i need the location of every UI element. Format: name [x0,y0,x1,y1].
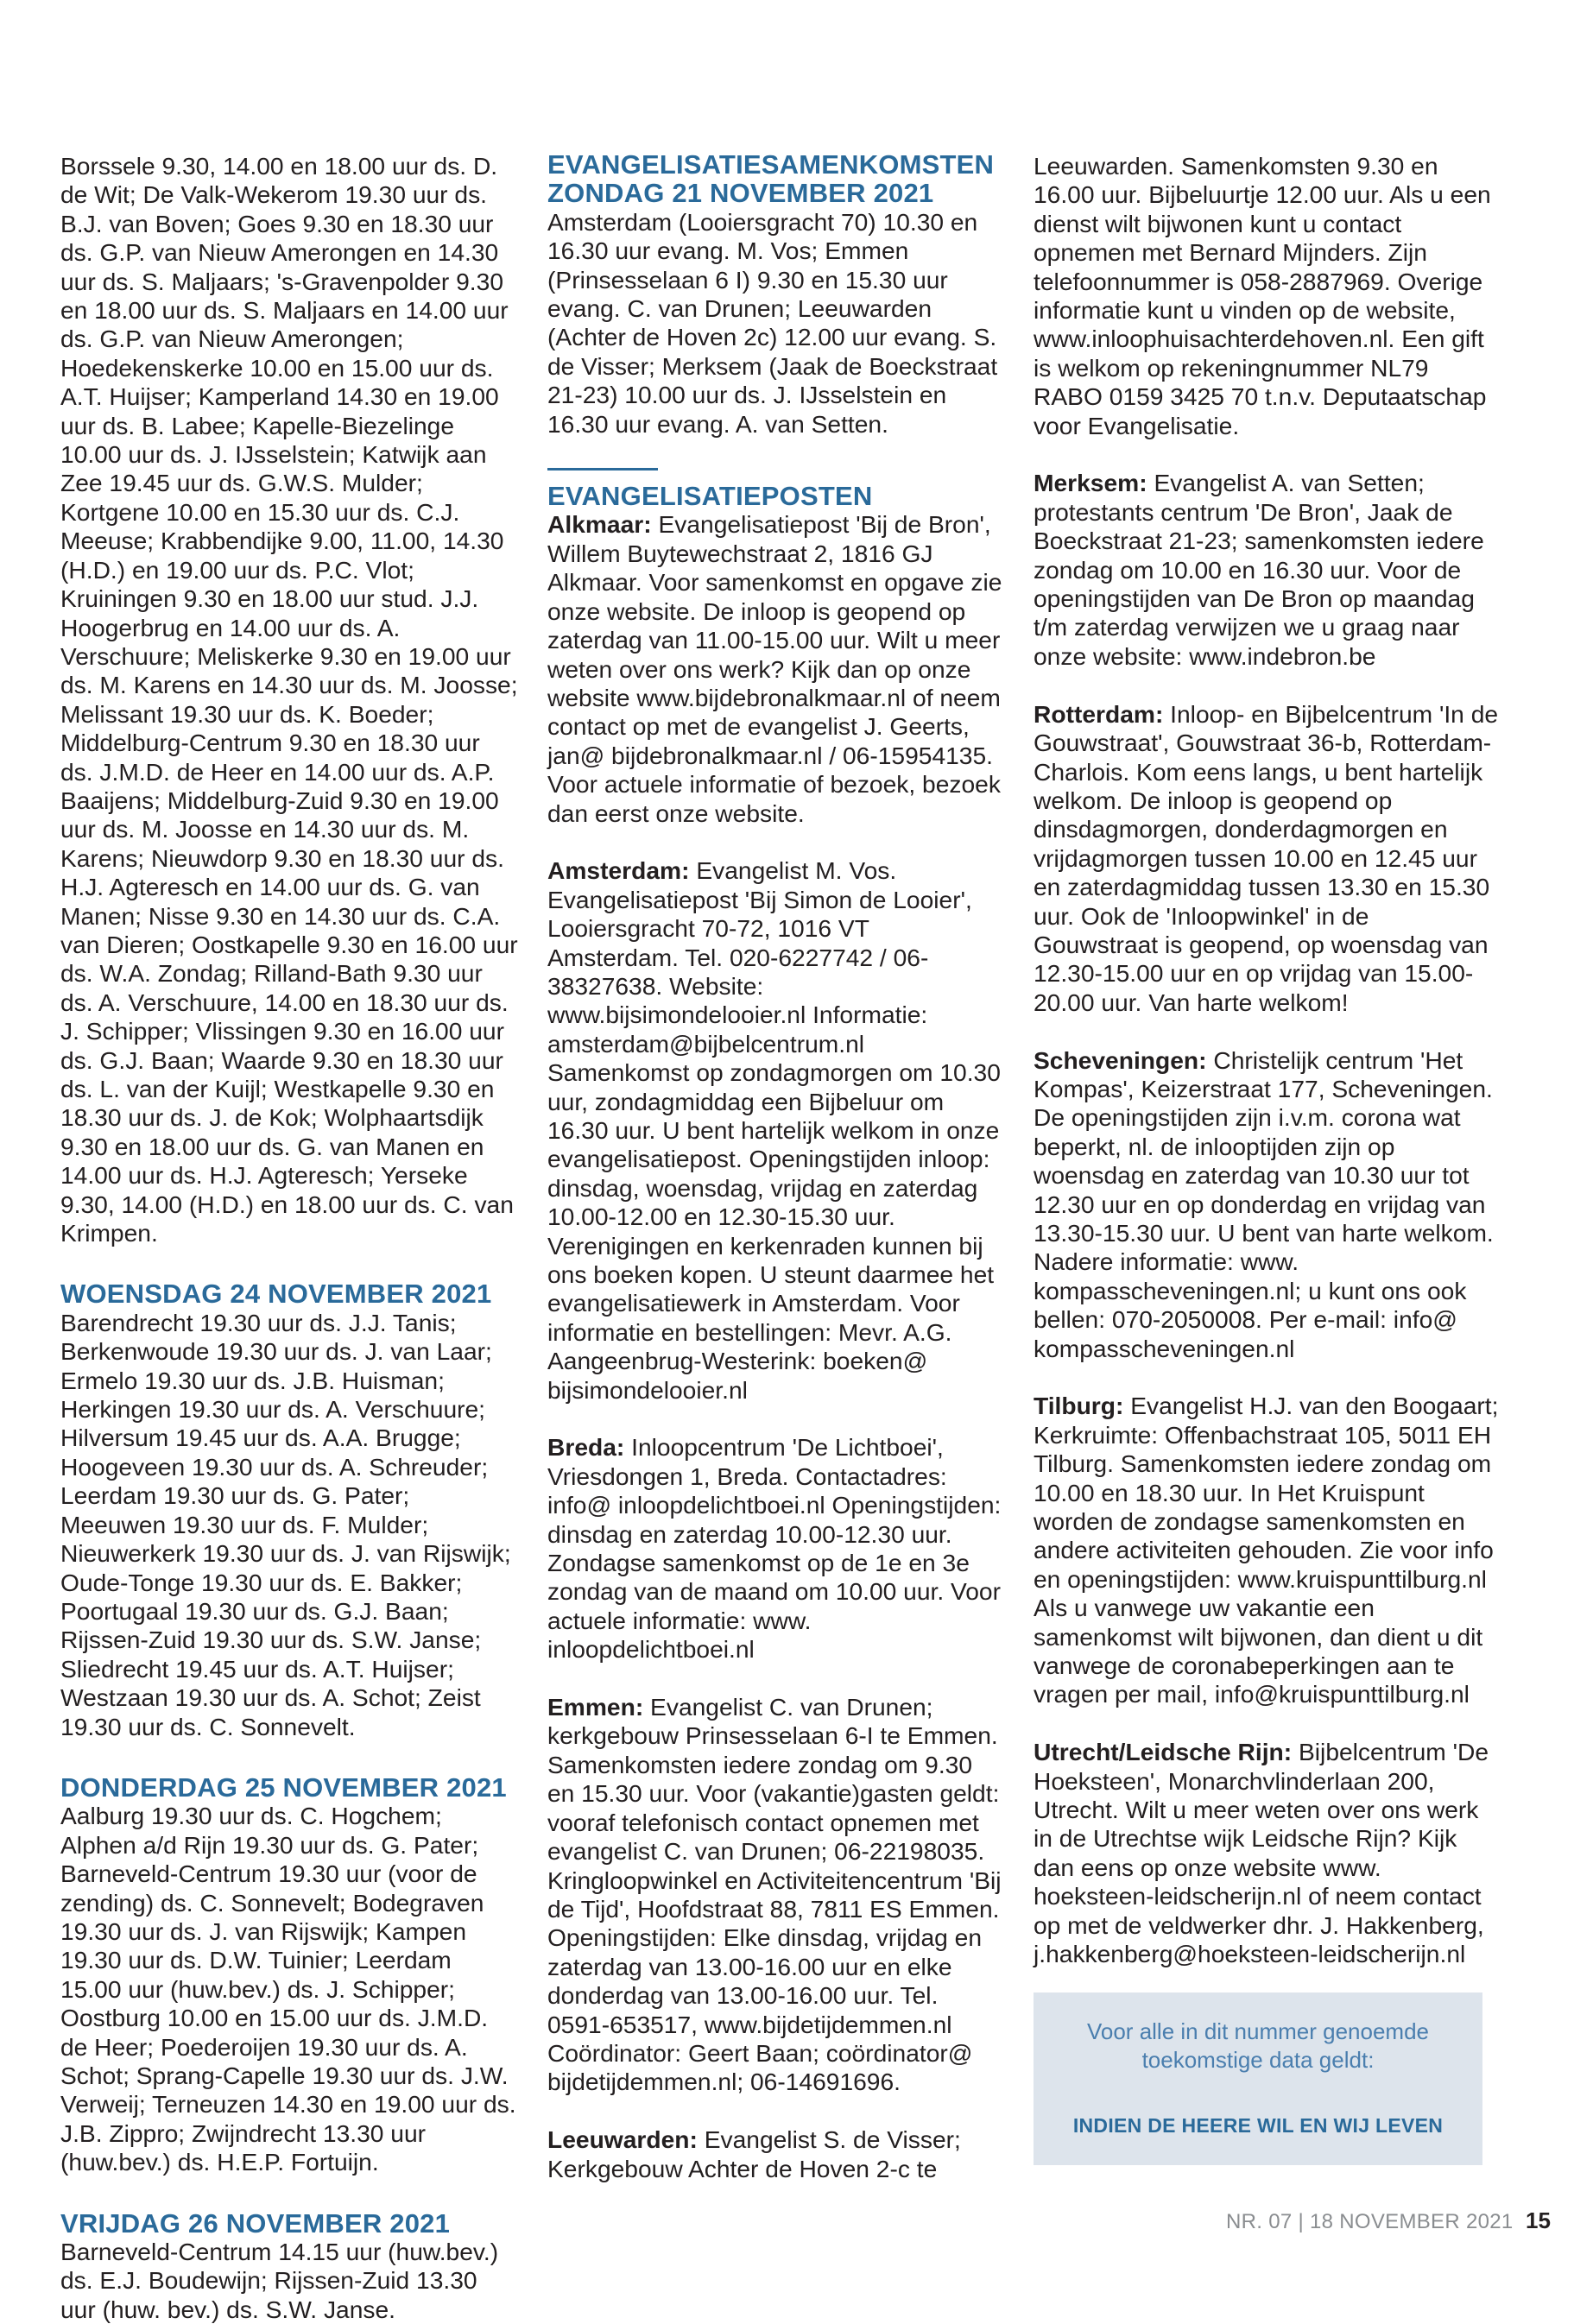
post-text: Christelijk centrum 'Het Kompas', Keizerstraat 177, Scheveningen. De openingstijden zijn i.v.m. corona wat beperkt, nl. de inlooptijden zijn op woensdag en zaterdag van 10.30 uur tot 12.30 uur en op donderdag en vrijdag van 13.30-15.30 uur. U bent van harte welkom. Nadere informatie: www. kompasscheveningen.nl; u kunt ons ook bellen: 070-2050008. Per e-mail: info@ kompasscheveningen.nl [1034,1045,1494,1362]
heading-evangelisation-posts: EVANGELISATIEPOSTEN [547,481,873,512]
column-3 [1034,152,1500,1998]
post-text: Evangelist S. de Visser; Kerkgebouw Achter de Hoven 2-c te [547,2125,961,2182]
post-place: Breda: [547,1433,625,1462]
post-utrecht [1034,1738,1500,1968]
heading-evangelisation-meetings: EVANGELISATIESAMENKOMSTEN ZONDAG 21 NOVEMBER 2021 [547,149,995,209]
issue-footer: NR. 07 | 18 NOVEMBER 2021 [1226,2210,1514,2233]
evangelisation-meetings-text: Amsterdam (Looiersgracht 70) 10.30 en 16.30 uur evang. M. Vos; Emmen (Prinsesselaan 6 I) 9.30 en 15.30 uur evang. C. van Drunen; Leeuwarden (Achter de Hoven 2c) 12.00 uur evang. S. de Visser; Merksem (Jaak de Boeckstraat 21-23) 10.00 uur ds. J. IJsselstein en 16.30 uur evang. A. van Setten. [547,207,998,438]
post-text: Evangelist C. van Drunen; kerkgebouw Prinsesselaan 6-I te Emmen. Samenkomsten iedere zondag om 9.30 en 15.30 uur. Voor (vakantie)gasten geldt: vooraf telefonisch contact opnemen met evangelist C. van Drunen; 06-22198035. Kringloopwinkel en Activiteitencentrum 'Bij de Tijd', Hoofdstraat 88, 7811 ES Emmen. Openingstijden: Elke dinsdag, vrijdag en zaterdag van 13.00-16.00 uur en elke donderdag van 13.00-16.00 uur. Tel. 0591-653517, www.bijdetijdemmen.nl Coördinator: Geert Baan; coördinator@ bijdetijdemmen.nl; 06-14691696. [547,1693,1002,2096]
page-number: 15 [1526,2207,1551,2233]
post-breda [547,1433,1005,1664]
post-text: Evangelist M. Vos. Evangelisatiepost 'Bij Simon de Looier', Looiersgracht 70-72, 1016 VT Amsterdam. Tel. 020-6227742 / 06-38327638. Website: www.bijsimondelooier.nl Informatie: amsterdam@bijbelcentrum.nl Samenkomst op zondagmorgen om 10.30 uur, zondagmiddag een Bijbeluur om 16.30 uur. U bent hartelijk welkom in onze evangelisatiepost. Openingstijden inloop: dinsdag, woensdag, vrijdag en zaterdag 10.00-12.00 en 12.30-15.30 uur. Verenigingen en kerkenraden kunnen bij ons boeken kopen. U steunt daarmee het evangelisatiewerk in Amsterdam. Voor informatie en bestellingen: Mevr. A.G. Aangeenbrug-Westerink: boeken@ bijsimondelooier.nl [547,856,1001,1404]
post-leeuwarden [547,2125,1005,2183]
column-1 [60,152,518,2324]
column-2 [547,149,1005,2183]
post-text: Inloop- en Bijbelcentrum 'In de Gouwstraat', Gouwstraat 36-b, Rotterdam-Charlois. Kom eens langs, u bent hartelijk welkom. De inloop is geopend op dinsdagmorgen, donderdagmorgen en vrijdagmorgen tussen 10.00 en 12.45 uur en zaterdagmiddag tussen 13.30 en 15.30 uur. Ook de 'Inloopwinkel' in de Gouwstraat is geopend, op woensdag van 12.30-15.00 uur en op vrijdag van 15.00-20.00 uur. Van harte welkom! [1034,699,1499,1016]
post-rotterdam [1034,700,1500,1017]
heading-thursday: DONDERDAG 25 NOVEMBER 2021 [60,1771,507,1803]
section-divider [547,468,658,470]
post-alkmaar [547,510,1005,827]
post-place: Leeuwarden: [547,2125,698,2154]
post-scheveningen [1034,1046,1500,1363]
disclaimer-caps: INDIEN DE HEERE WIL EN WIJ LEVEN [1072,2114,1444,2137]
post-place: Utrecht/Leidsche Rijn: [1034,1738,1293,1766]
disclaimer-box [1034,1992,1482,2165]
thursday-services: Aalburg 19.30 uur ds. C. Hogchem; Alphen a/d Rijn 19.30 uur ds. G. Pater; Barneveld-Centrum 19.30 uur (voor de zending) ds. C. Sonnevelt; Bodegraven 19.30 uur ds. J. van Rijswijk; Kampen 19.30 uur ds. D.W. Tuinier; Leerdam 15.00 uur (huw.bev.) ds. J. Schipper; Oostburg 10.00 en 15.00 uur ds. J.M.D. de Heer; Poederoijen 19.30 uur ds. A. Schot; Sprang-Capelle 19.30 uur ds. J.W. Verweij; Terneuzen 14.30 en 19.00 uur ds. J.B. Zippro; Zwijndrecht 13.30 uur (huw.bev.) ds. H.E.P. Fortuijn. [60,1802,516,2176]
sunday-services-continued: Borssele 9.30, 14.00 en 18.00 uur ds. D. de Wit; De Valk-Wekerom 19.30 uur ds. B.J. van Boven; Goes 9.30 en 18.30 uur ds. G.P. van Nieuw Amerongen en 14.30 uur ds. S. Maljaars; 's-Gravenpolder 9.30 en 18.00 uur ds. S. Maljaars en 14.00 uur ds. G.P. van Nieuw Amerongen; Hoedekenskerke 10.00 en 15.00 uur ds. A.T. Huijser; Kamperland 14.30 en 19.00 uur ds. B. Labee; Kapelle-Biezelinge 10.00 uur ds. J. IJsselstein; Katwijk aan Zee 19.45 uur ds. G.W.S. Mulder; Kortgene 10.00 en 15.30 uur ds. C.J. Meeuse; Krabbendijke 9.00, 11.00, 14.30 (H.D.) en 19.00 uur ds. P.C. Vlot; Kruiningen 9.30 en 18.00 uur stud. J.J. Hoogerbrug en 14.00 uur ds. A. Verschuure; Meliskerke 9.30 en 19.00 uur ds. M. Karens en 14.30 uur ds. M. Joosse; Melissant 19.30 uur ds. K. Boeder; Middelburg-Centrum 9.30 en 18.30 uur ds. J.M.D. de Heer en 14.00 uur ds. A.P. Baaijens; Middelburg-Zuid 9.30 en 19.00 uur ds. M. Joosse en 14.30 uur ds. M. Karens; Nieuwdorp 9.30 en 18.30 uur ds. H.J. Agteresch en 14.00 uur ds. G. van Manen; Nisse 9.30 en 14.30 uur ds. C.A. van Dieren; Oostkapelle 9.30 en 16.00 uur ds. W.A. Zondag; Rilland-Bath 9.30 uur ds. A. Verschuure, 14.00 en 18.30 uur ds. J. Schipper; Vlissingen 9.30 en 16.00 uur ds. G.J. Baan; Waarde 9.30 en 18.30 uur ds. L. van der Kuijl; Westkapelle 9.30 en 18.30 uur ds. J. de Kok; Wolphaartsdijk 9.30 en 18.00 uur ds. G. van Manen en 14.00 uur ds. H.J. Agteresch; Yerseke 9.30, 14.00 (H.D.) en 18.00 uur ds. C. van Krimpen. [60,152,518,1247]
post-text: Evangelist A. van Setten; protestants centrum 'De Bron', Jaak de Boeckstraat 21-23; samenkomsten iedere zondag om 10.00 en 16.30 uur. Voor de openingstijden van De Bron op maandag t/m zaterdag verwijzen we u graag naar onze website: www.indebron.be [1034,469,1484,670]
post-emmen [547,1693,1005,2097]
post-text: Evangelist H.J. van den Boogaart; Kerkruimte: Offenbachstraat 105, 5011 EH Tilburg. Samenkomsten iedere zondag om 10.00 en 18.30 uur. In Het Kruispunt worden de zondagse samenkomsten en andere activiteiten gehouden. Zie voor info en openingstijden: www.kruispunttilburg.nl Als u vanwege uw vakantie een samenkomst wilt bijwonen, dan dient u dit vanwege de coronabeperkingen aan te vragen per mail, info@kruispunttilburg.nl [1034,1392,1499,1708]
post-place: Amsterdam: [547,856,690,885]
post-text: Evangelisatiepost 'Bij de Bron', Willem Buytewechstraat 2, 1816 GJ Alkmaar. Voor samenkomst en opgave zie onze website. De inloop is geopend op zaterdag van 11.00-15.00 uur. Wilt u meer weten over ons werk? Kijk dan op onze website www.bijdebronalkmaar.nl of neem contact op met de evangelist J. Geerts, jan@ bijdebronalkmaar.nl / 06-15954135. Voor actuele informatie of bezoek, bezoek dan eerst onze website. [547,510,1002,827]
friday-services: Barneveld-Centrum 14.15 uur (huw.bev.) ds. E.J. Boudewijn; Rijssen-Zuid 13.30 uur (huw. bev.) ds. S.W. Janse. [60,2238,499,2323]
post-tilburg [1034,1392,1500,1708]
heading-friday: VRIJDAG 26 NOVEMBER 2021 [60,2207,451,2239]
post-place: Rotterdam: [1034,699,1164,728]
disclaimer-text: Voor alle in dit nummer genoemde toekomstige data geldt: [1086,2018,1429,2073]
post-text: Inloopcentrum 'De Lichtboei', Vriesdongen 1, Breda. Contactadres: info@ inloopdelichtboei.nl Openingstijden: dinsdag en zaterdag 10.00-12.30 uur. Zondagse samenkomst op de 1e en 3e zondag van de maand om 10.00 uur. Voor actuele informatie: www. inloopdelichtboei.nl [547,1433,1002,1664]
heading-wednesday: WOENSDAG 24 NOVEMBER 2021 [60,1279,492,1310]
post-amsterdam [547,856,1005,1405]
post-place: Merksem: [1034,469,1147,497]
post-place: Alkmaar: [547,510,652,539]
wednesday-services: Barendrecht 19.30 uur ds. J.J. Tanis; Berkenwoude 19.30 uur ds. J. van Laar; Ermelo 19.30 uur ds. J.B. Huisman; Herkingen 19.30 uur ds. A. Verschuure; Hilversum 19.45 uur ds. A.A. Brugge; Hoogeveen 19.30 uur ds. A. Schreuder; Leerdam 19.30 uur ds. G. Pater; Meeuwen 19.30 uur ds. F. Mulder; Nieuwerkerk 19.30 uur ds. J. van Rijswijk; Oude-Tonge 19.30 uur ds. E. Bakker; Poortugaal 19.30 uur ds. G.J. Baan; Rijssen-Zuid 19.30 uur ds. S.W. Janse; Sliedrecht 19.45 uur ds. A.T. Huijser; Westzaan 19.30 uur ds. A. Schot; Zeist 19.30 uur ds. C. Sonnevelt. [60,1308,511,1740]
post-merksem [1034,469,1500,671]
post-leeuwarden-continued: Leeuwarden. Samenkomsten 9.30 en 16.00 uur. Bijbeluurtje 12.00 uur. Als u een dienst wilt bijwonen kunt u contact opnemen met Bernard Mijnders. Zijn telefoonnummer is 058-2887969. Overige informatie kunt u vinden op de website, www.inloophuisachterdehoven.nl. Een gift is welkom op rekeningnummer NL79 RABO 0159 3425 70 t.n.v. Deputaatschap voor Evangelisatie. [1034,152,1491,439]
post-text: Bijbelcentrum 'De Hoeksteen', Monarchvlinderlaan 200, Utrecht. Wilt u meer weten over ons werk in de Utrechtse wijk Leidsche Rijn? Kijk dan eens op onze website www. hoeksteen-leidscherijn.nl of neem contact op met de veldwerker dhr. J. Hakkenberg, j.hakkenberg@hoeksteen-leidscherijn.nl [1034,1738,1489,1968]
post-place: Emmen: [547,1693,644,1721]
post-place: Tilburg: [1034,1392,1124,1420]
post-place: Scheveningen: [1034,1045,1207,1074]
